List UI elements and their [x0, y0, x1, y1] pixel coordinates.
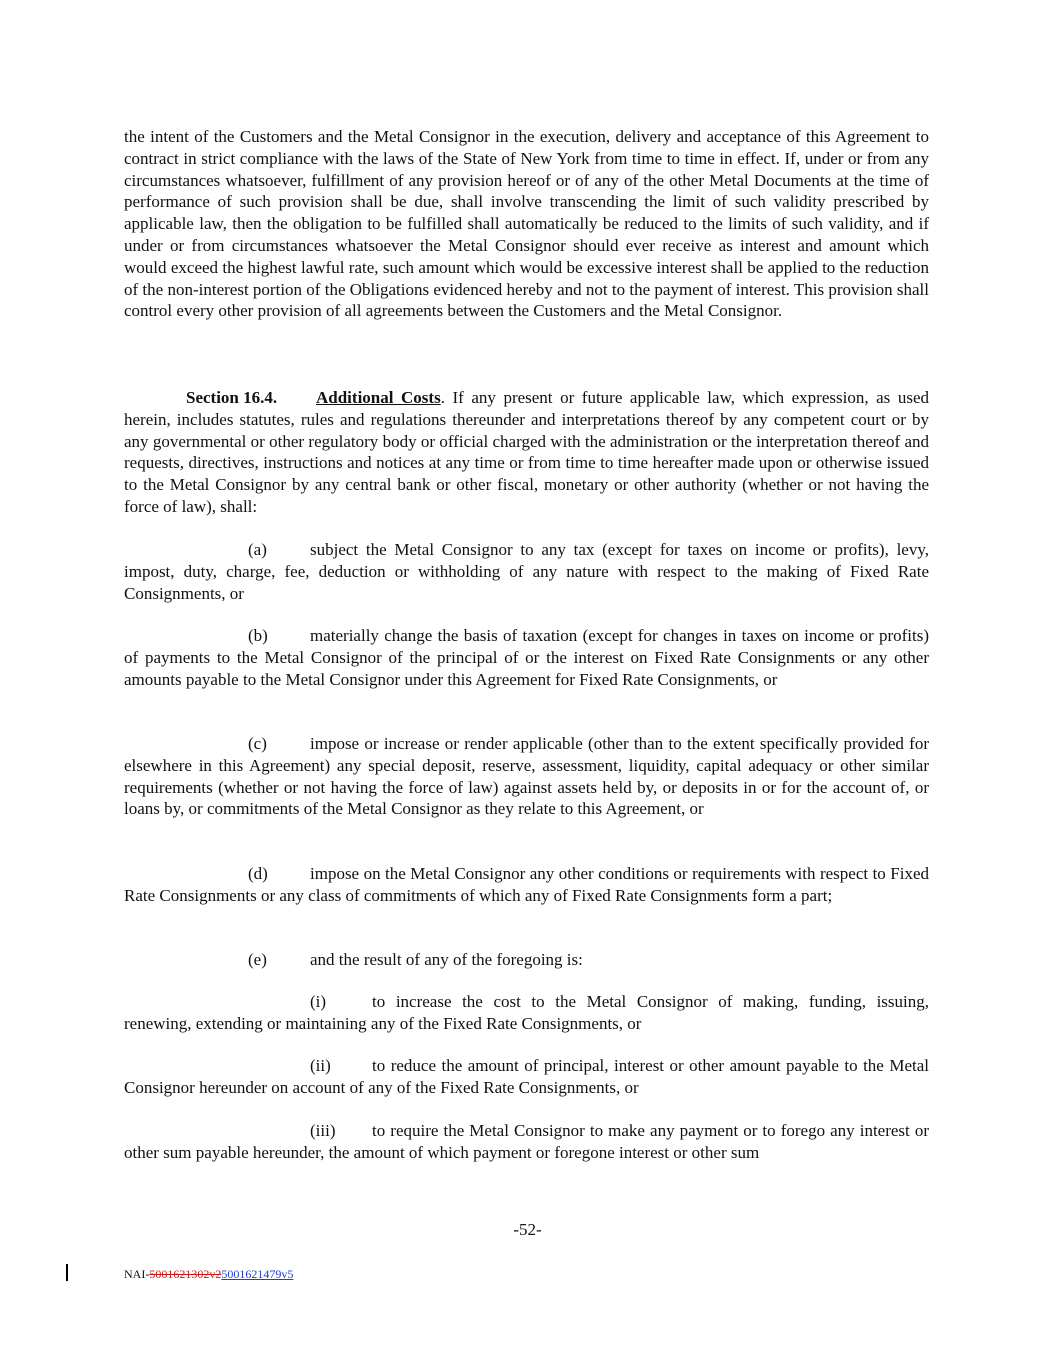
- clause-a-text: subject the Metal Consignor to any tax (except for taxes on income or profits), levy, impost, duty, charge, fee, deduction or withholding of any nature with respect to the making of Fixed Rate Consignments, or: [124, 540, 929, 603]
- doc-id-prefix: NAI-: [124, 1267, 150, 1281]
- clause-iii-label: (iii): [310, 1121, 336, 1140]
- clause-ii-label: (ii): [310, 1056, 331, 1075]
- clause-iii-text: to require the Metal Consignor to make any payment or to forego any interest or other sum payable hereunder, the amount of which payment or foregone interest or other sum: [124, 1121, 929, 1162]
- clause-a-label: (a): [248, 540, 267, 559]
- clause-a: [124, 539, 929, 604]
- clause-d-label: (d): [248, 864, 268, 883]
- clause-c-text: impose or increase or render applicable (other than to the extent specifically provided for elsewhere in this Agreement) any special deposit, reserve, assessment, liquidity, capital adequacy or other similar requirements (whether or not having the force of law) against assets held by, or deposits in or for the account of, or loans by, or commitments of the Metal Consignor as they relate to this Agreement, or: [124, 734, 929, 819]
- section-text: . If any present or future applicable law, which expression, as used herein, includes statutes, rules and regulations thereunder and interpretations thereof by any competent court or by any governmental or other regulatory body or official charged with the administration or the interpretation thereof and requests, directives, instructions and notices at any time or from time to time hereafter made upon or otherwise issued to the Metal Consignor by any central bank or other fiscal, monetary or other authority (whether or not having the force of law), shall:: [124, 388, 930, 516]
- clause-i-label: (i): [310, 992, 327, 1011]
- clause-i: [124, 991, 929, 1035]
- clause-iii: [124, 1120, 929, 1164]
- clause-b: [124, 625, 929, 690]
- clause-d-text: impose on the Metal Consignor any other conditions or requirements with respect to Fixed Rate Consignments or any class of commitments of which any of Fixed Rate Consignments form a part;: [124, 864, 929, 905]
- clause-ii-text: to reduce the amount of principal, interest or other amount payable to the Metal Consignor hereunder on account of any of the Fixed Rate Consignments, or: [124, 1056, 929, 1097]
- clause-b-label: (b): [248, 626, 268, 645]
- clause-ii: [124, 1055, 929, 1099]
- clause-b-text: materially change the basis of taxation (except for changes in taxes on income or profits) of payments to the Metal Consignor of the principal of or the interest on Fixed Rate Consignments or any other amounts payable to the Metal Consignor under this Agreement for Fixed Rate Consignments, or: [124, 626, 929, 689]
- clause-e-label: (e): [248, 950, 267, 969]
- document-id: [124, 1266, 293, 1282]
- section-number: Section 16.4.: [186, 388, 278, 407]
- paragraph-continuation: the intent of the Customers and the Metal Consignor in the execution, delivery and acceptance of this Agreement to contract in strict compliance with the laws of the State of New York from time to time in effect. If, under or from any circumstances whatsoever, fulfillment of any provision hereof or of any of the other Metal Documents at the time of performance of such provision shall be due, shall involve transcending the limit of such validity prescribed by applicable law, then the obligation to be fulfilled shall automatically be reduced to the limits of such validity, and if under or from circumstances whatsoever the Metal Consignor should ever receive as interest and amount which would exceed the highest lawful rate, such amount which would be excessive interest shall be applied to the reduction of the non-interest portion of the Obligations evidenced hereby and not to the payment of interest. This provision shall control every other provision of all agreements between the Customers and the Metal Consignor.: [124, 127, 929, 321]
- section-title: Additional Costs: [316, 388, 441, 407]
- section-16-4-paragraph: [124, 387, 929, 518]
- clause-i-text: to increase the cost to the Metal Consignor of making, funding, issuing, renewing, extending or maintaining any of the Fixed Rate Consignments, or: [124, 992, 929, 1033]
- clause-d: [124, 863, 929, 907]
- page-number: -52-: [513, 1220, 542, 1239]
- revision-change-bar: [66, 1264, 68, 1281]
- clause-c: [124, 733, 929, 820]
- clause-e: [124, 949, 929, 971]
- clause-c-label: (c): [248, 734, 267, 753]
- clause-e-text: and the result of any of the foregoing is:: [310, 950, 583, 969]
- doc-id-deleted: 5001621302v2: [149, 1267, 222, 1281]
- doc-id-inserted: 5001621479v5: [221, 1267, 294, 1281]
